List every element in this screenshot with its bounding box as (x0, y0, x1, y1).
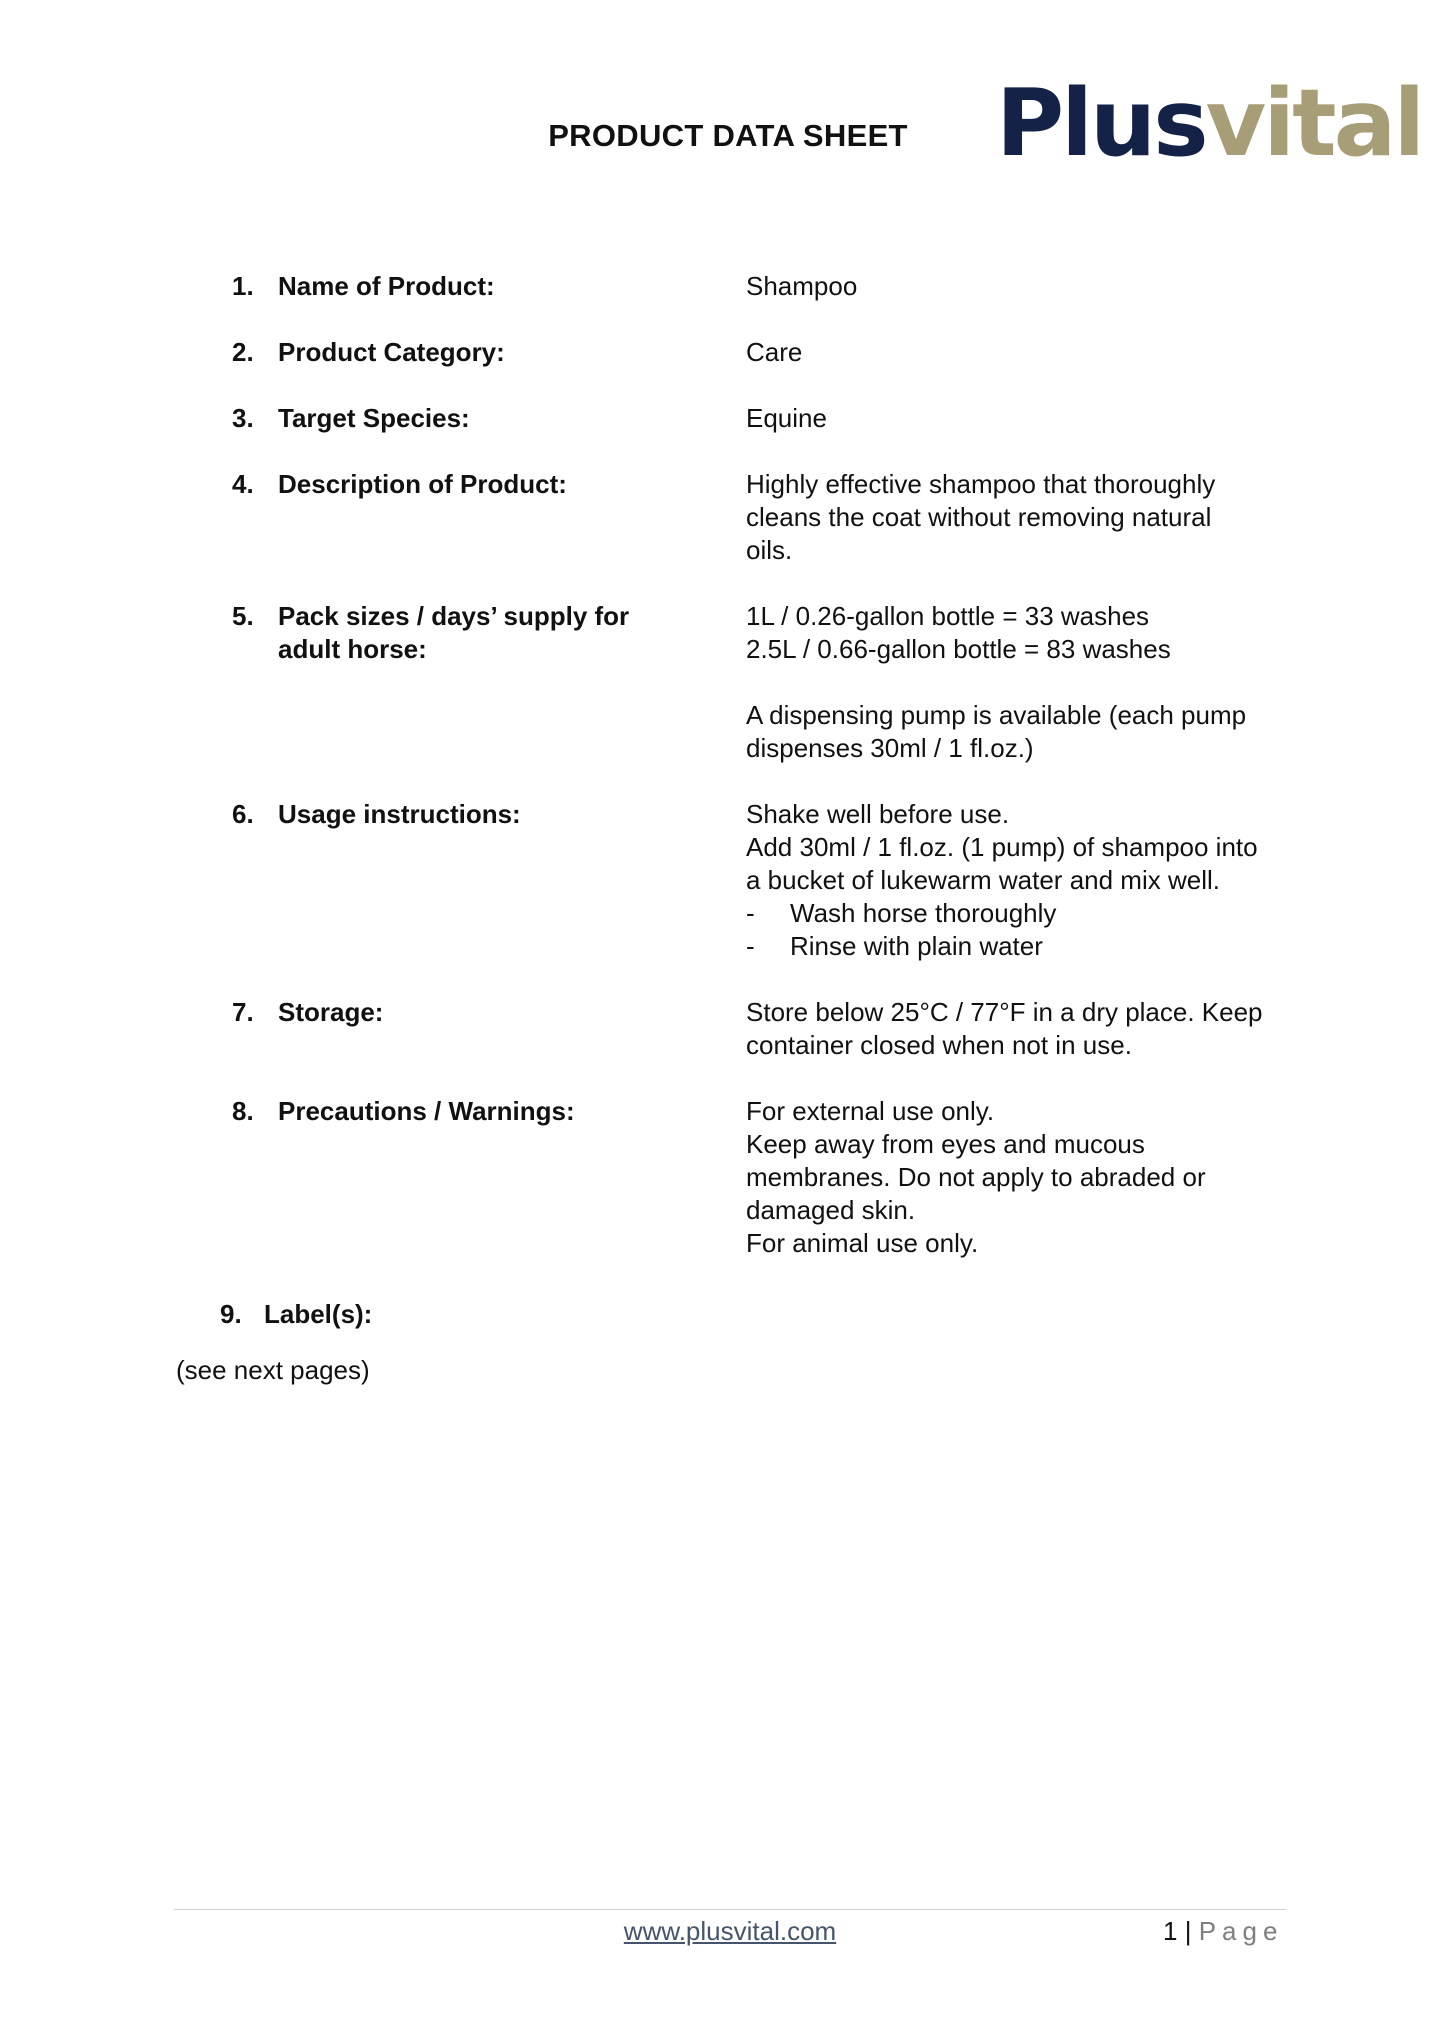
section-value (746, 600, 1286, 765)
section-value (746, 798, 1286, 963)
section-value (746, 1095, 1286, 1260)
section-number: 4. (232, 469, 254, 499)
page-number: 1 (1163, 1916, 1178, 1946)
section-value: Equine (746, 403, 827, 433)
usage-line: Shake well before use. (746, 799, 1010, 829)
page-title: PRODUCT DATA SHEET (548, 118, 908, 153)
precaution-line: For animal use only. (746, 1228, 979, 1258)
usage-line: Add 30ml / 1 fl.oz. (1 pump) of shampoo into a bucket of lukewarm water and mix well. (746, 832, 1258, 895)
section-label: Name of Product: (278, 271, 495, 301)
usage-bullet: - Wash horse thoroughly (746, 898, 1057, 928)
section-number: 6. (232, 799, 254, 829)
section-label: Target Species: (278, 403, 470, 433)
section-number: 1. (232, 271, 254, 301)
precaution-line: For external use only. (746, 1096, 995, 1126)
pack-size-line: 2.5L / 0.66-gallon bottle = 83 washes (746, 634, 1171, 664)
pump-note: A dispensing pump is available (each pump dispenses 30ml / 1 fl.oz.) (746, 700, 1247, 763)
pack-size-line: 1L / 0.26-gallon bottle = 33 washes (746, 601, 1150, 631)
section-label: Product Category: (278, 337, 505, 367)
section-number: 7. (232, 997, 254, 1027)
section-number: 9. (220, 1299, 242, 1329)
section-label: Storage: (278, 997, 384, 1027)
section-label: Pack sizes / days’ supply for adult horse: (278, 601, 630, 664)
section-label: Usage instructions: (278, 799, 521, 829)
section-value: Store below 25°C / 77°F in a dry place. Keep container closed when not in use. (746, 997, 1263, 1060)
section-label: Precautions / Warnings: (278, 1096, 575, 1126)
section-labels (220, 1298, 372, 1331)
plusvital-logo (996, 69, 1423, 177)
section-label: Label(s): (264, 1299, 373, 1329)
section-value: Highly effective shampoo that thoroughly cleans the coat without removing natural oils. (746, 469, 1216, 565)
section-number: 5. (232, 601, 254, 631)
precaution-line: Keep away from eyes and mucous membranes. Do not apply to abraded or damaged skin. (746, 1129, 1206, 1225)
section-number: 2. (232, 337, 254, 367)
logo-part-vital: vital (1205, 69, 1423, 177)
page-indicator (1163, 1915, 1283, 1948)
section-value: Care (746, 337, 803, 367)
section-value: Shampoo (746, 271, 858, 301)
website-link[interactable]: www.plusvital.com (623, 1916, 837, 1946)
footer-divider (174, 1909, 1286, 1910)
usage-bullet: - Rinse with plain water (746, 931, 1043, 961)
section-number: 3. (232, 403, 254, 433)
page-word: Page (1198, 1916, 1284, 1946)
logo-part-plus: Plus (996, 69, 1206, 177)
section-label: Description of Product: (278, 469, 567, 499)
page-separator: | (1184, 1916, 1192, 1946)
section-number: 8. (232, 1096, 254, 1126)
see-next-pages-note: (see next pages) (176, 1355, 370, 1385)
